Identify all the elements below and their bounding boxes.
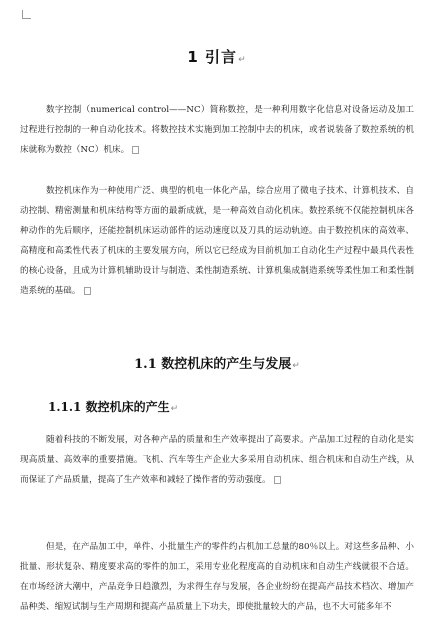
page-corner-mark <box>22 10 31 19</box>
paragraph-end-icon <box>274 476 281 484</box>
subsection-heading-text: 1.1.1 数控机床的产生 <box>48 400 170 414</box>
paragraph-2-text: 数控机床作为一种使用广泛、典型的机电一体化产品，综合应用了微电子技术、计算机技术、自动控制、精密测量和机床结构等方面的最新成就，是一种高效自动化机床。数控系统不仅能控制机床各种动作的先后顺序，还能控制机床运动部件的运动速度以及刀具的运动轨迹。由于数控机床的高效率、高精度和高柔性代表了机床的主要发展方向，所以它已经成为目前机加工自动化生产过程中最具代表性的核心设备，且成为计算机辅助设计与制造、柔性制造系统、计算机集成制造系统等柔性加工和柔性制造系统的基础。 <box>20 186 414 296</box>
chapter-heading <box>0 46 434 67</box>
paragraph-mark-icon: ↵ <box>238 55 247 65</box>
paragraph-2 <box>20 181 414 301</box>
section-heading <box>0 353 434 372</box>
paragraph-4 <box>20 537 414 617</box>
paragraph-1 <box>20 100 414 160</box>
paragraph-4-text: 但是，在产品加工中，单件、小批量生产的零件约占机加工总量的80％以上。对这些多品种、小批量、形状复杂、精度要求高的零件的加工，采用专业化程度高的自动机床和自动生产线就很不合适。在市场经济大潮中，产品竞争日趋激烈，为求得生存与发展，各企业纷纷在提高产品技术档次、增加产品种类、缩短试制与生产周期和提高产品质量上下功夫，即使批量较大的产品，也不大可能多年不 <box>20 542 414 612</box>
chapter-heading-text: 1 引言 <box>187 48 238 66</box>
paragraph-end-icon <box>84 287 91 295</box>
paragraph-1-text: 数字控制（numerical control——NC）简称数控，是一种利用数字化信息对设备运动及加工过程进行控制的一种自动化技术。将数控技术实施到加工控制中去的机床，或者说装备了数控系统的机床就称为数控（NC）机床。 <box>20 105 414 155</box>
section-heading-text: 1.1 数控机床的产生与发展 <box>134 357 292 372</box>
paragraph-3-text: 随着科技的不断发展，对各种产品的质量和生产效率提出了高要求。产品加工过程的自动化是实现高质量、高效率的重要措施。飞机、汽车等生产企业大多采用自动机床、组合机床和自动生产线，从而保证了产品质量，提高了生产效率和减轻了操作者的劳动强度。 <box>20 435 414 485</box>
paragraph-end-icon <box>132 146 139 154</box>
paragraph-mark-icon: ↵ <box>170 404 179 414</box>
subsection-heading <box>48 398 178 415</box>
paragraph-mark-icon: ↵ <box>292 361 300 371</box>
paragraph-3 <box>20 430 414 490</box>
